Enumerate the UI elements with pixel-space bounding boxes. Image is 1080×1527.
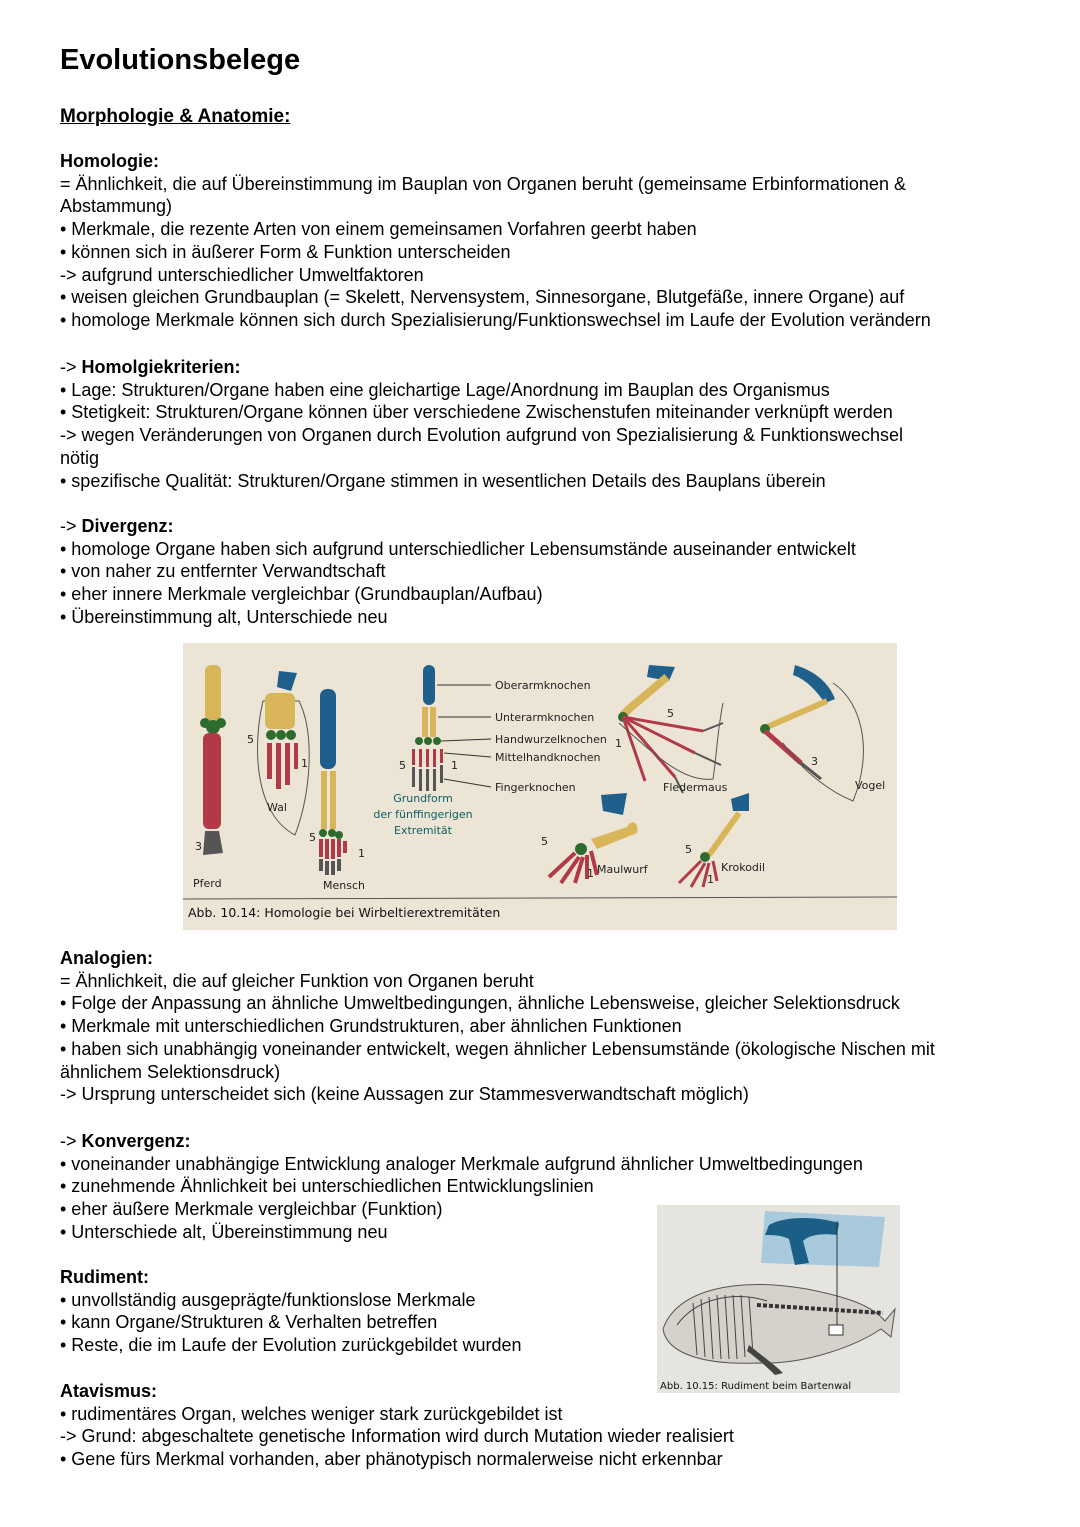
mensch-label: Mensch bbox=[323, 879, 365, 892]
arrow-prefix: -> bbox=[60, 1131, 82, 1151]
divergenz-heading: Divergenz: bbox=[81, 516, 174, 536]
digit-number: 3 bbox=[195, 840, 202, 853]
text-line: • Reste, die im Laufe der Evolution zurückgebildet wurden bbox=[60, 1335, 522, 1356]
section-heading: Morphologie & Anatomie: bbox=[60, 106, 291, 127]
homologie-heading: Homologie: bbox=[60, 151, 159, 171]
atavismus-heading: Atavismus: bbox=[60, 1381, 158, 1401]
text-line: = Ähnlichkeit, die auf gleicher Funktion von Organen beruht bbox=[60, 970, 534, 991]
text-line: -> Ursprung unterscheidet sich (keine Aussagen zur Stammesverwandtschaft möglich) bbox=[60, 1084, 749, 1105]
text-line: • Unterschiede alt, Übereinstimmung neu bbox=[60, 1221, 388, 1242]
figure2-caption: Abb. 10.15: Rudiment beim Bartenwal bbox=[660, 1381, 852, 1392]
kriterien-heading-line bbox=[60, 356, 903, 379]
pferd-label: Pferd bbox=[193, 877, 222, 890]
analogien-section bbox=[60, 947, 935, 1106]
text-line: • können sich in äußerer Form & Funktion unterscheiden bbox=[60, 241, 511, 262]
fledermaus-label: Fledermaus bbox=[663, 781, 728, 794]
digit-number: 5 bbox=[247, 733, 254, 746]
text-line: • eher innere Merkmale vergleichbar (Grundbauplan/Aufbau) bbox=[60, 584, 543, 605]
kriterien-heading: Homolgiekriterien: bbox=[81, 357, 241, 377]
rudiment-heading: Rudiment: bbox=[60, 1267, 149, 1287]
vogel-wing bbox=[760, 665, 863, 801]
digit-number: 5 bbox=[541, 835, 548, 848]
text-line: • Lage: Strukturen/Organe haben eine gleichartige Lage/Anordnung im Bauplan des Organismus bbox=[60, 379, 830, 400]
fledermaus-wing bbox=[618, 665, 723, 793]
digit-number: 5 bbox=[309, 831, 316, 844]
krokodil-label: Krokodil bbox=[721, 861, 766, 874]
digit-number: 1 bbox=[451, 759, 458, 772]
unterarm-label: Unterarmknochen bbox=[495, 711, 595, 724]
text-line: • eher äußere Merkmale vergleichbar (Funktion) bbox=[60, 1199, 443, 1220]
text-line: • von naher zu entfernter Verwandtschaft bbox=[60, 561, 386, 582]
digit-number: 3 bbox=[811, 755, 818, 768]
finger-label: Fingerknochen bbox=[495, 781, 576, 794]
digit-number: 5 bbox=[685, 843, 692, 856]
homology-illustration bbox=[183, 643, 897, 930]
analogien-heading: Analogien: bbox=[60, 948, 153, 968]
text-line: • zunehmende Ähnlichkeit bei unterschiedlichen Entwicklungslinien bbox=[60, 1176, 594, 1197]
text-line: • weisen gleichen Grundbauplan (= Skelett, Nervensystem, Sinnesorgane, Blutgefäße, innere Organe) auf bbox=[60, 287, 905, 308]
text-line: • homologe Merkmale können sich durch Spezialisierung/Funktionswechsel im Laufe der Evolution verändern bbox=[60, 309, 931, 330]
text-line: • unvollständig ausgeprägte/funktionslose Merkmale bbox=[60, 1289, 476, 1310]
digit-number: 1 bbox=[707, 873, 714, 886]
pferd-limb bbox=[200, 665, 226, 855]
digit-number: 5 bbox=[667, 707, 674, 720]
konvergenz-heading: Konvergenz: bbox=[81, 1131, 191, 1151]
text-line: Abstammung) bbox=[60, 196, 173, 217]
digit-number: 1 bbox=[301, 757, 308, 770]
kriterien-section bbox=[60, 356, 903, 492]
text-line: • homologe Organe haben sich aufgrund unterschiedlicher Lebensumstände auseinander entwickelt bbox=[60, 538, 856, 559]
arrow-prefix: -> bbox=[60, 357, 82, 377]
text-line: -> wegen Veränderungen von Organen durch Evolution aufgrund von Spezialisierung & Funktionswechsel bbox=[60, 425, 904, 446]
homology-figure bbox=[183, 643, 897, 930]
text-line: • voneinander unabhängige Entwicklung analoger Merkmale aufgrund ähnlicher Umweltbedingungen bbox=[60, 1153, 863, 1174]
vogel-label: Vogel bbox=[855, 779, 886, 792]
atavismus-section bbox=[60, 1380, 734, 1471]
text-line: • Merkmale mit unterschiedlichen Grundstrukturen, aber ähnlichen Funktionen bbox=[60, 1016, 682, 1037]
konvergenz-heading-line bbox=[60, 1130, 863, 1153]
oberarm-label: Oberarmknochen bbox=[495, 679, 591, 692]
whale-figure bbox=[657, 1205, 900, 1393]
text-line: • Merkmale, die rezente Arten von einem gemeinsamen Vorfahren geerbt haben bbox=[60, 219, 697, 240]
grundform-label-2: der fünffingerigen bbox=[373, 808, 473, 821]
text-line: nötig bbox=[60, 447, 100, 468]
text-line: • Folge der Anpassung an ähnliche Umweltbedingungen, ähnliche Lebensweise, gleicher Selektionsdruck bbox=[60, 993, 900, 1014]
text-line: • haben sich unabhängig voneinander entwickelt, wegen ähnlicher Lebensumstände (ökologische Nischen mit bbox=[60, 1038, 935, 1059]
digit-number: 1 bbox=[358, 847, 365, 860]
grundform-label-3: Extremität bbox=[394, 824, 452, 837]
digit-number: 5 bbox=[399, 759, 406, 772]
text-line: • Stetigkeit: Strukturen/Organe können über verschiedene Zwischenstufen miteinander verknüpft werden bbox=[60, 402, 893, 423]
maulwurf-label: Maulwurf bbox=[597, 863, 648, 876]
arrow-prefix: -> bbox=[60, 516, 82, 536]
text-line: -> aufgrund unterschiedlicher Umweltfaktoren bbox=[60, 264, 424, 285]
figure1-caption: Abb. 10.14: Homologie bei Wirbeltierextremitäten bbox=[188, 905, 501, 920]
text-line: • Übereinstimmung alt, Unterschiede neu bbox=[60, 606, 388, 627]
divergenz-section bbox=[60, 515, 856, 629]
handwurzel-label: Handwurzelknochen bbox=[495, 733, 607, 746]
rudiment-section bbox=[60, 1266, 522, 1357]
grundform-label-1: Grundform bbox=[393, 792, 453, 805]
text-line: • kann Organe/Strukturen & Verhalten betreffen bbox=[60, 1312, 438, 1333]
mittelhand-label: Mittelhandknochen bbox=[495, 751, 601, 764]
text-line: • Gene fürs Merkmal vorhanden, aber phänotypisch normalerweise nicht erkennbar bbox=[60, 1449, 723, 1470]
divergenz-heading-line bbox=[60, 515, 856, 538]
text-line: • rudimentäres Organ, welches weniger stark zurückgebildet ist bbox=[60, 1403, 563, 1424]
inset-panel bbox=[761, 1211, 885, 1267]
page-title: Evolutionsbelege bbox=[60, 44, 301, 76]
whale-illustration bbox=[657, 1205, 900, 1393]
text-line: ähnlichem Selektionsdruck) bbox=[60, 1061, 281, 1082]
grundform-limb bbox=[412, 665, 491, 791]
homologie-section bbox=[60, 150, 931, 332]
mensch-arm bbox=[319, 689, 347, 875]
wal-label: Wal bbox=[267, 801, 287, 814]
digit-number: 1 bbox=[587, 867, 594, 880]
digit-number: 1 bbox=[615, 737, 622, 750]
text-line: -> Grund: abgeschaltete genetische Information wird durch Mutation wieder realisiert bbox=[60, 1426, 734, 1447]
text-line: • spezifische Qualität: Strukturen/Organe stimmen in wesentlichen Details des Bauplans überein bbox=[60, 470, 826, 491]
text-line: = Ähnlichkeit, die auf Übereinstimmung im Bauplan von Organen beruht (gemeinsame Erbinformationen & bbox=[60, 173, 906, 194]
